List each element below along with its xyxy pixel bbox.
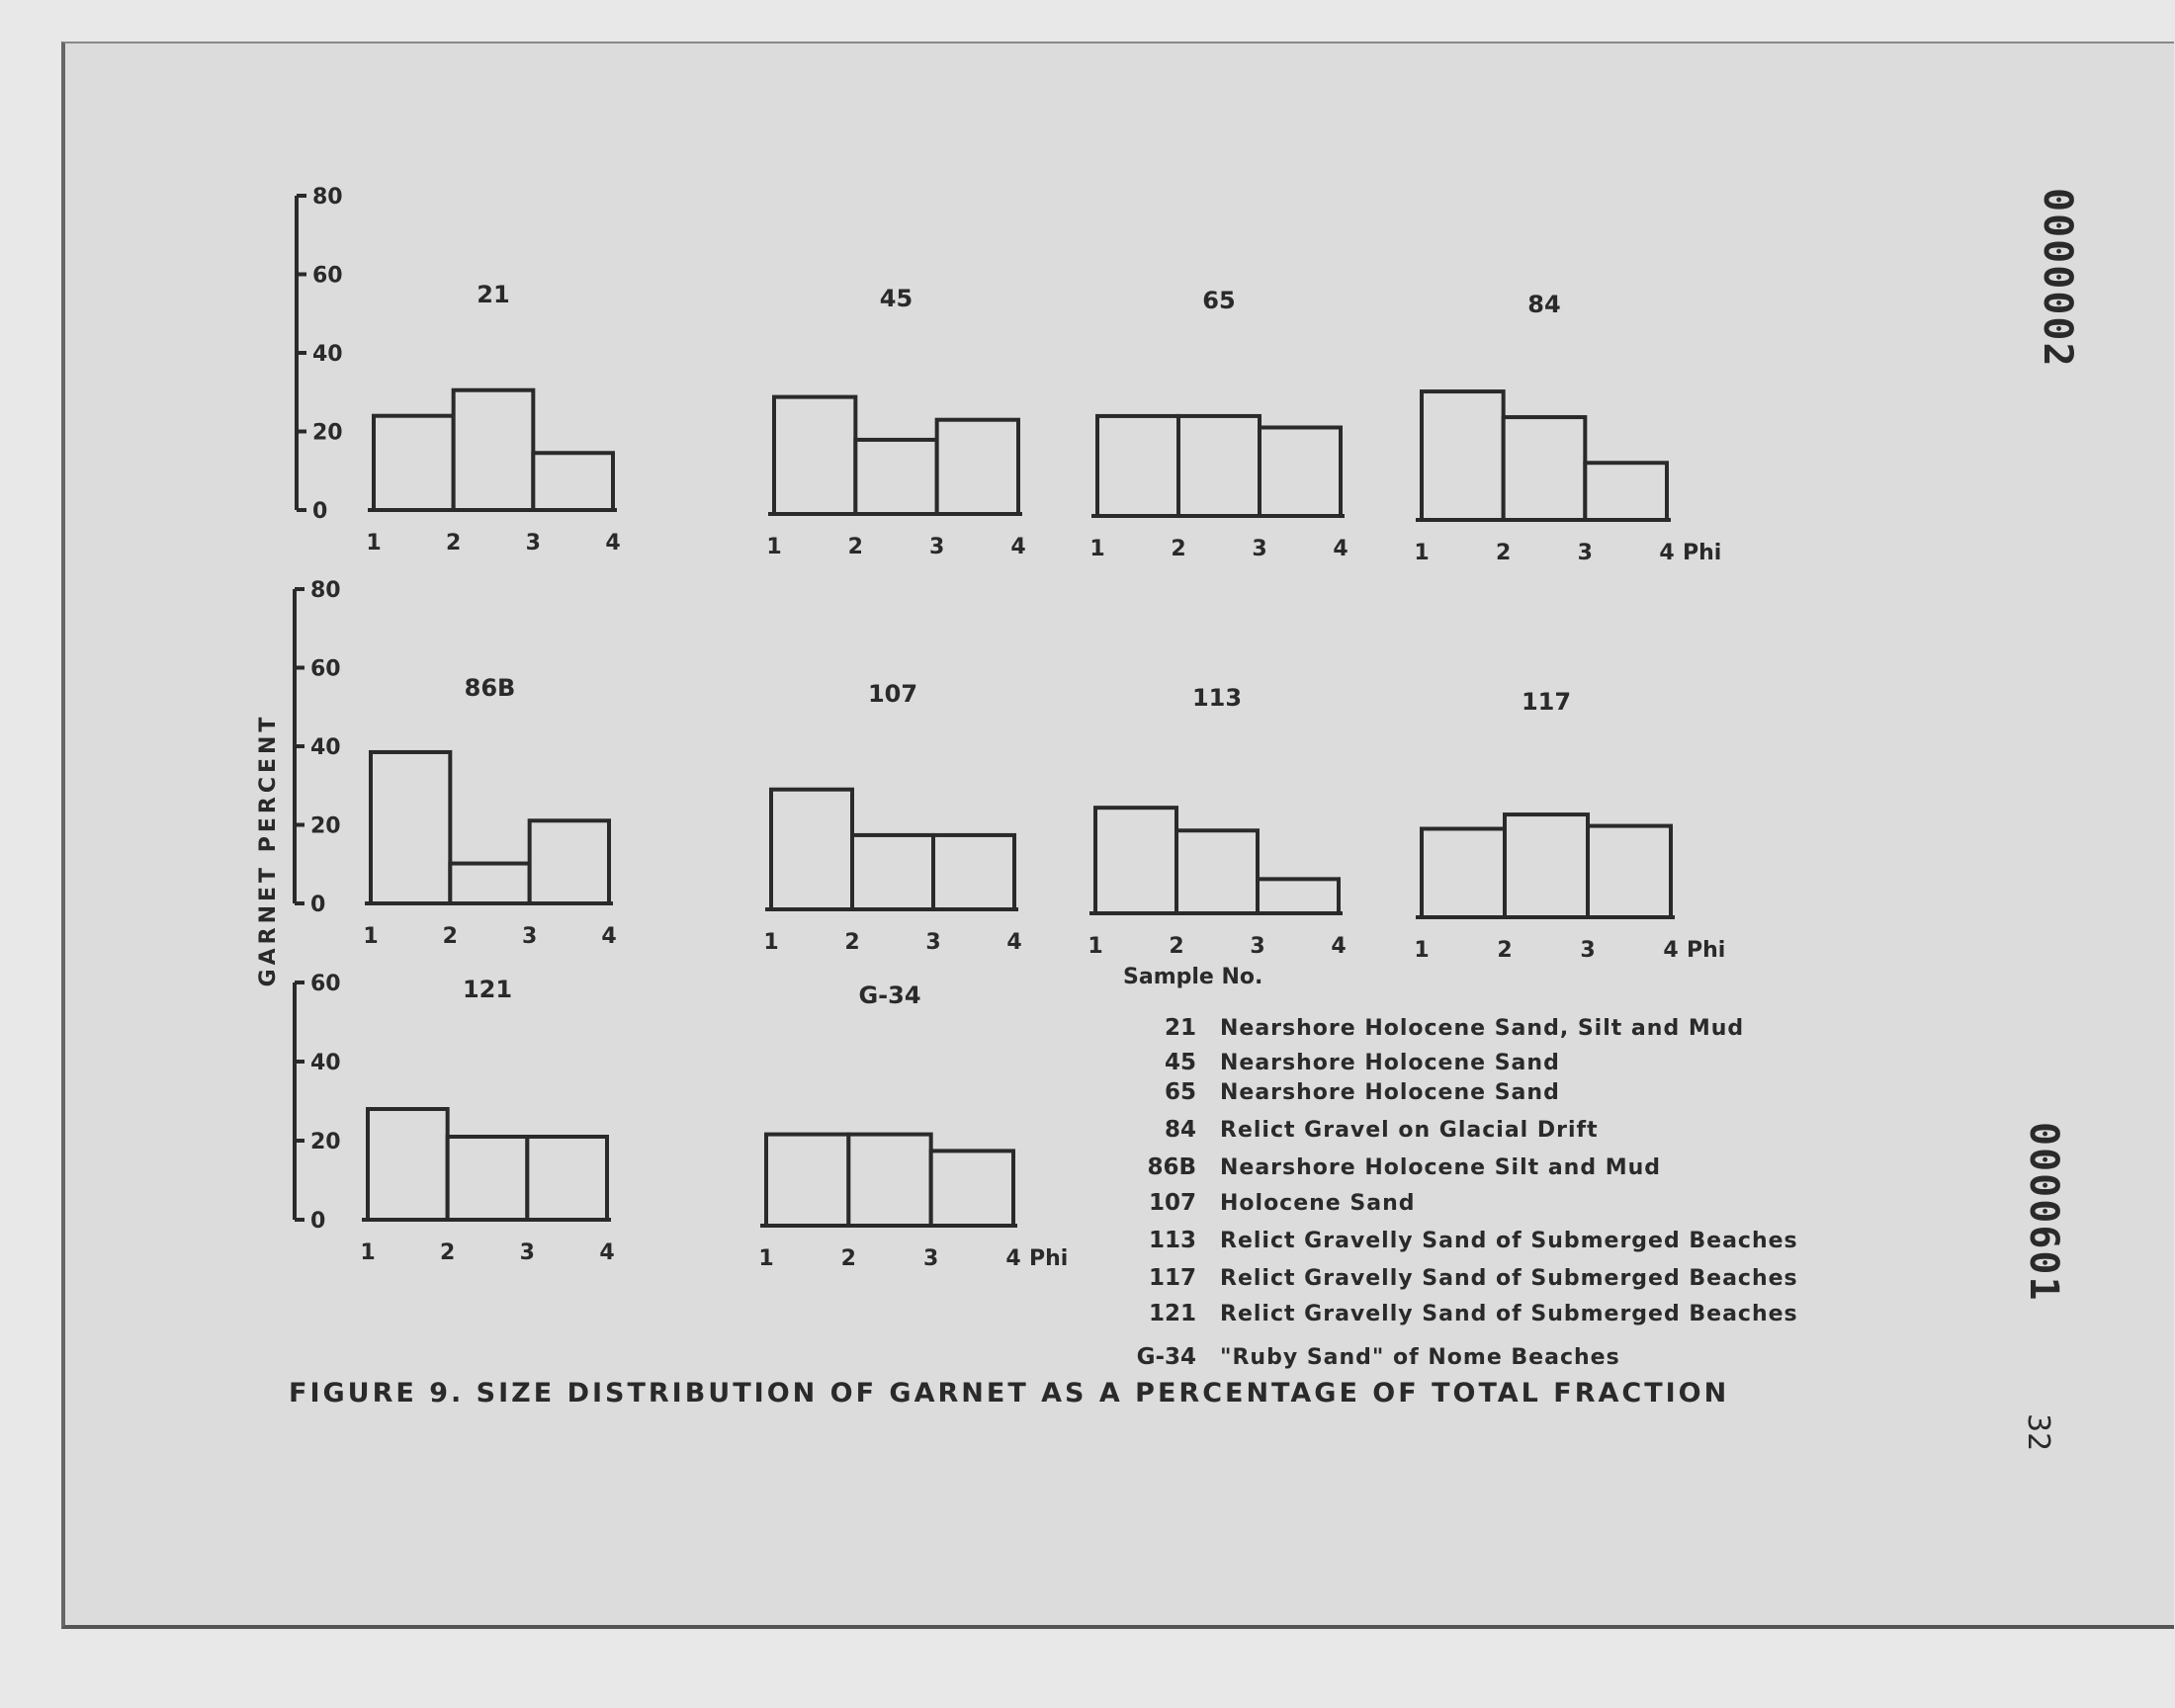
bar-117-2-3 — [1505, 814, 1588, 917]
bar-107-3-4 — [933, 835, 1014, 909]
panel-title: 107 — [867, 680, 918, 708]
x-tick-label: 2 — [446, 531, 462, 555]
stamp-bottom: 0000601 — [2021, 1122, 2066, 1303]
histogram-panel-21 — [297, 185, 621, 555]
bar-g-34-2-3 — [848, 1135, 930, 1226]
y-tick-label: 20 — [312, 420, 343, 446]
x-tick-label: 3 — [1250, 934, 1265, 959]
bar-g-34-3-4 — [931, 1151, 1013, 1226]
legend-row — [1149, 1301, 1798, 1326]
x-tick-label: 4 — [1659, 541, 1675, 565]
x-tick-label: 3 — [925, 930, 941, 955]
stamp-top: 0000002 — [2035, 188, 2080, 369]
bar-86b-3-4 — [530, 820, 609, 903]
x-tick-label: 3 — [1577, 541, 1593, 565]
y-tick-label: 0 — [310, 893, 326, 917]
histogram-panel-65 — [1089, 287, 1348, 561]
y-axis — [295, 972, 341, 1234]
x-tick-label: 3 — [519, 1240, 535, 1265]
legend-sample-id: 84 — [1164, 1117, 1196, 1143]
legend-description: Relict Gravel on Glacial Drift — [1220, 1118, 1599, 1143]
x-tick-label: 4 — [1010, 535, 1026, 559]
x-tick-label: 3 — [525, 531, 541, 555]
bar-84-1-2 — [1422, 391, 1504, 520]
bar-121-2-3 — [448, 1137, 528, 1220]
histogram-panel-g-34 — [758, 982, 1068, 1271]
y-tick-label: 20 — [310, 1130, 341, 1154]
bar-g-34-1-2 — [766, 1135, 848, 1226]
legend-description: Relict Gravelly Sand of Submerged Beaches — [1220, 1302, 1798, 1326]
y-tick-label: 60 — [310, 972, 341, 996]
panel-title: 45 — [879, 285, 914, 312]
bar-45-3-4 — [937, 420, 1018, 514]
legend-sample-id: 121 — [1148, 1301, 1196, 1326]
bar-117-3-4 — [1588, 826, 1671, 917]
histogram-panel-45 — [766, 285, 1025, 559]
bar-65-2-3 — [1178, 416, 1260, 516]
panel-title: 65 — [1202, 287, 1236, 314]
x-unit-label: Phi — [1029, 1246, 1069, 1271]
x-tick-label: 4 — [605, 531, 621, 555]
x-unit-label: Phi — [1683, 541, 1722, 565]
x-tick-label: 2 — [840, 1246, 856, 1271]
legend-description: Relict Gravelly Sand of Submerged Beaches — [1220, 1266, 1798, 1291]
legend-row — [1149, 1265, 1798, 1291]
y-axis-label: GARNET PERCENT — [256, 713, 281, 987]
x-tick-label: 4 — [1006, 930, 1022, 955]
x-tick-label: 4 — [599, 1240, 615, 1265]
legend-description: Holocene Sand — [1220, 1191, 1416, 1216]
legend-row — [1149, 1190, 1416, 1216]
legend-sample-id: 86B — [1147, 1154, 1196, 1180]
x-tick-label: 1 — [1414, 938, 1430, 963]
legend-sample-id: 113 — [1148, 1228, 1196, 1253]
bar-65-3-4 — [1260, 427, 1341, 516]
legend-description: Nearshore Holocene Sand — [1220, 1051, 1560, 1075]
x-tick-label: 2 — [442, 924, 458, 949]
x-tick-label: 2 — [440, 1240, 456, 1265]
x-tick-label: 3 — [923, 1246, 939, 1271]
panel-title: G-34 — [858, 982, 921, 1009]
legend-description: Nearshore Holocene Sand — [1220, 1080, 1560, 1105]
y-tick-label: 80 — [310, 578, 341, 603]
legend-row — [1137, 1344, 1620, 1370]
bar-113-2-3 — [1176, 830, 1258, 913]
x-tick-label: 3 — [522, 924, 538, 949]
legend-sample-id: 107 — [1148, 1190, 1196, 1216]
legend-sample-id: 117 — [1148, 1265, 1196, 1291]
bar-113-1-2 — [1095, 808, 1176, 913]
legend-row — [1165, 1015, 1744, 1041]
bar-45-1-2 — [774, 397, 855, 514]
x-tick-label: 3 — [929, 535, 945, 559]
legend-row — [1165, 1117, 1599, 1143]
y-axis — [297, 185, 343, 524]
panel-title: 21 — [477, 281, 510, 308]
histogram-panel-117 — [1414, 688, 1725, 963]
bar-65-1-2 — [1097, 416, 1178, 516]
x-tick-label: 4 — [1005, 1246, 1021, 1271]
histogram-grid — [295, 185, 1725, 1271]
x-tick-label: 4 — [601, 924, 617, 949]
panel-title: 84 — [1527, 291, 1561, 318]
legend-items — [1137, 1015, 1798, 1370]
x-tick-label: 4 — [1663, 938, 1679, 963]
x-tick-label: 1 — [360, 1240, 376, 1265]
panel-title: 113 — [1191, 684, 1243, 712]
legend-row — [1147, 1154, 1661, 1180]
bar-21-1-2 — [374, 416, 454, 510]
histogram-panel-107 — [763, 680, 1021, 955]
bar-86b-2-3 — [450, 864, 529, 903]
bar-45-2-3 — [855, 440, 936, 514]
x-tick-label: 2 — [1497, 938, 1513, 963]
bar-121-1-2 — [368, 1109, 448, 1220]
y-tick-label: 60 — [312, 263, 343, 289]
legend-description: Relict Gravelly Sand of Submerged Beaches — [1220, 1229, 1798, 1253]
x-tick-label: 1 — [1414, 541, 1430, 565]
legend — [1123, 965, 1798, 1370]
legend-description: Nearshore Holocene Sand, Silt and Mud — [1220, 1016, 1745, 1041]
x-tick-label: 1 — [363, 924, 379, 949]
y-tick-label: 0 — [310, 1209, 326, 1234]
x-tick-label: 2 — [844, 930, 860, 955]
bar-21-2-3 — [454, 390, 534, 510]
x-tick-label: 2 — [847, 535, 863, 559]
legend-heading: Sample No. — [1123, 965, 1263, 989]
legend-sample-id: 65 — [1164, 1079, 1196, 1105]
bar-86b-1-2 — [371, 752, 450, 903]
y-tick-label: 0 — [312, 499, 328, 524]
bar-84-3-4 — [1585, 463, 1667, 520]
legend-sample-id: 21 — [1164, 1015, 1196, 1041]
y-tick-label: 20 — [310, 813, 341, 839]
x-tick-label: 1 — [758, 1246, 774, 1271]
y-tick-label: 40 — [312, 342, 343, 367]
x-tick-label: 2 — [1496, 541, 1512, 565]
x-tick-label: 1 — [366, 531, 382, 555]
x-tick-label: 2 — [1171, 537, 1186, 561]
x-tick-label: 4 — [1333, 537, 1348, 561]
legend-sample-id: G-34 — [1136, 1344, 1196, 1370]
histogram-panel-121 — [295, 972, 615, 1265]
legend-row — [1165, 1079, 1560, 1105]
bar-107-2-3 — [852, 835, 933, 909]
bar-107-1-2 — [771, 790, 852, 909]
bar-121-3-4 — [527, 1137, 607, 1220]
y-tick-label: 60 — [310, 656, 341, 682]
y-tick-label: 40 — [310, 735, 341, 760]
legend-sample-id: 45 — [1164, 1050, 1196, 1075]
histogram-panel-84 — [1414, 291, 1721, 565]
panel-title: 86B — [464, 674, 516, 702]
panel-title: 117 — [1521, 688, 1572, 716]
x-tick-label: 2 — [1169, 934, 1184, 959]
y-axis — [295, 578, 341, 917]
panel-title: 121 — [462, 976, 513, 1003]
histogram-panel-86b — [295, 578, 617, 949]
y-tick-label: 40 — [310, 1051, 341, 1075]
legend-row — [1149, 1228, 1798, 1253]
page-number: 32 — [2021, 1413, 2055, 1452]
x-tick-label: 1 — [763, 930, 779, 955]
legend-row — [1165, 1050, 1560, 1075]
legend-description: "Ruby Sand" of Nome Beaches — [1220, 1345, 1620, 1370]
x-tick-label: 3 — [1252, 537, 1267, 561]
x-unit-label: Phi — [1687, 938, 1726, 963]
x-tick-label: 1 — [766, 535, 782, 559]
bar-84-2-3 — [1504, 417, 1586, 520]
x-tick-label: 1 — [1089, 537, 1105, 561]
x-tick-label: 4 — [1331, 934, 1347, 959]
y-tick-label: 80 — [312, 185, 343, 210]
legend-description: Nearshore Holocene Silt and Mud — [1220, 1155, 1662, 1180]
bar-117-1-2 — [1422, 828, 1505, 917]
x-tick-label: 1 — [1088, 934, 1103, 959]
histogram-panel-113 — [1088, 684, 1346, 959]
figure-caption: FIGURE 9. SIZE DISTRIBUTION OF GARNET AS A PERCENTAGE OF TOTAL FRACTION — [289, 1378, 1730, 1409]
bar-21-3-4 — [533, 453, 613, 510]
x-tick-label: 3 — [1580, 938, 1596, 963]
bar-113-3-4 — [1258, 879, 1339, 913]
